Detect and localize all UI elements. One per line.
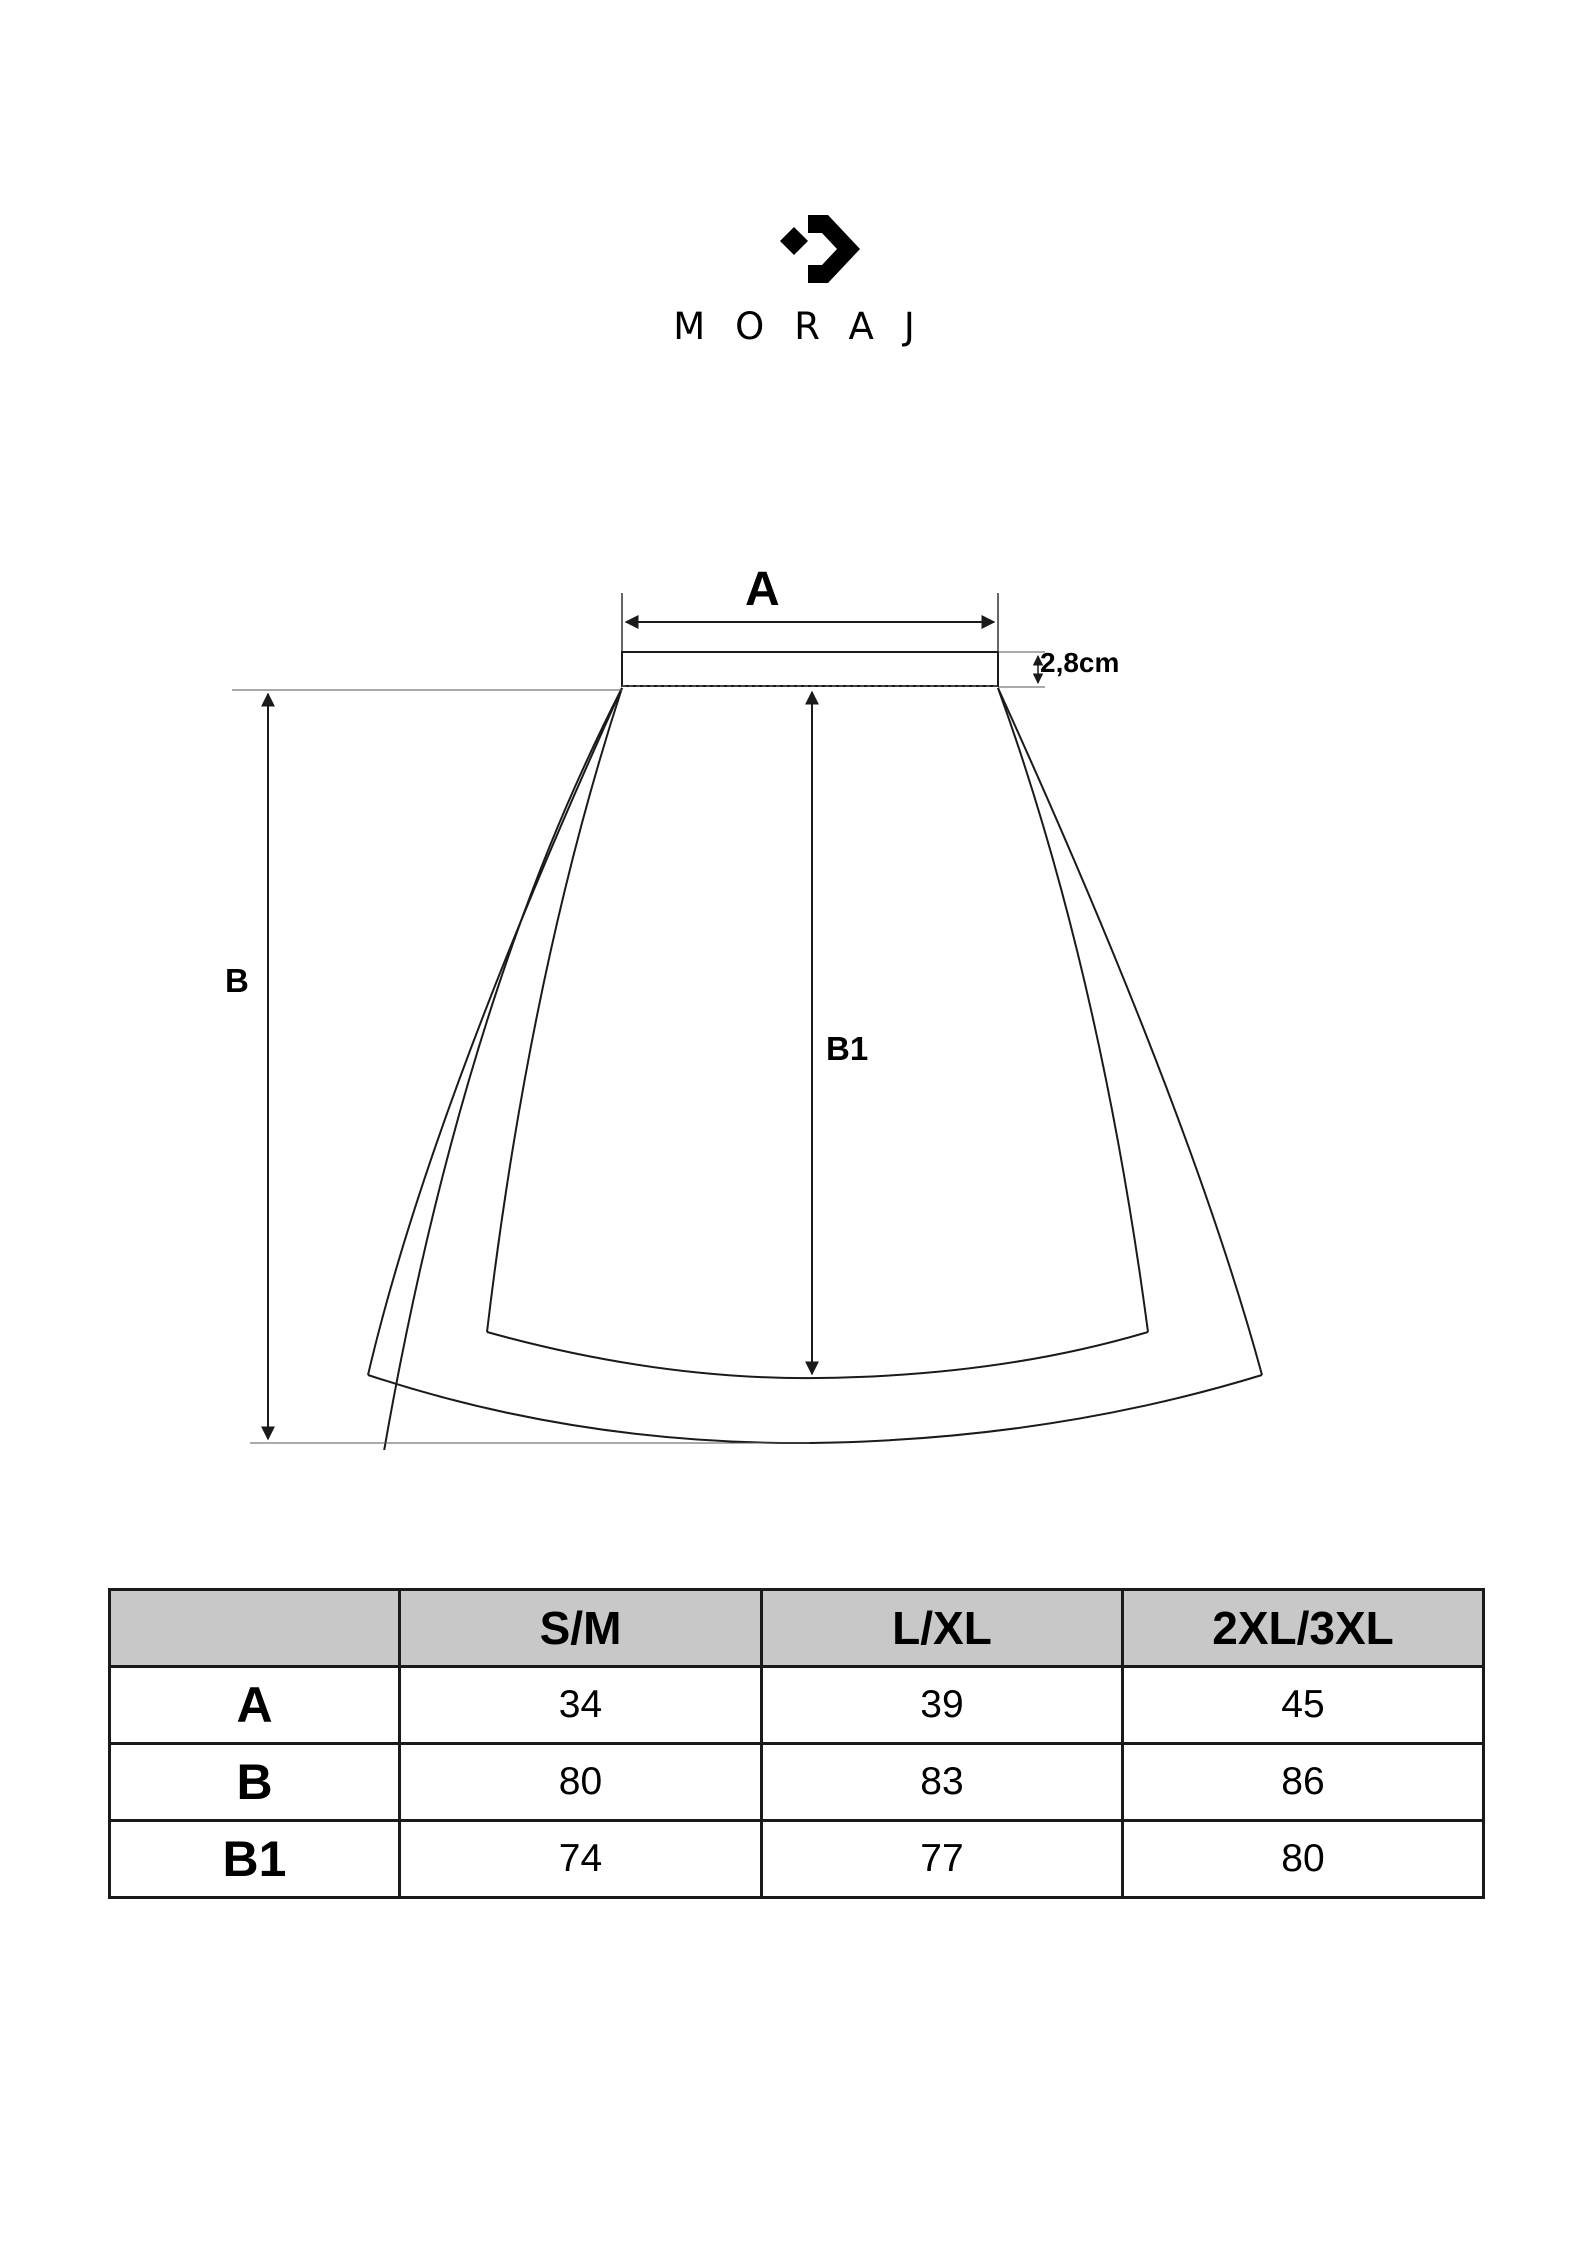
dimension-label-a: A [745,563,780,616]
skirt-outer-panel [368,688,622,1450]
table-cell: 45 [1123,1667,1484,1744]
header-size-l-xl: L/XL [762,1590,1123,1667]
table-cell: 80 [400,1744,762,1821]
header-empty-cell [110,1590,400,1667]
row-label-a: A [110,1667,400,1744]
dimension-label-b: B [225,962,249,999]
header-size-s-m: S/M [400,1590,762,1667]
row-label-b1: B1 [110,1821,400,1898]
skirt-inner-right [998,688,1148,1332]
dimension-label-waistband: 2,8cm [1040,647,1120,678]
table-cell: 74 [400,1821,762,1898]
skirt-measurement-diagram [0,550,1588,1450]
table-cell: 39 [762,1667,1123,1744]
table-row [110,1744,1484,1821]
table-cell: 83 [762,1744,1123,1821]
skirt-inner-hem [487,1332,1148,1378]
header-size-2xl-3xl: 2XL/3XL [1123,1590,1484,1667]
waistband [622,652,998,686]
skirt-outline-drawing [0,550,1588,1450]
table-row [110,1821,1484,1898]
moraj-diamond-chevron-icon [772,205,872,305]
table-cell: 86 [1123,1744,1484,1821]
brand-name: MORAJ [673,305,945,348]
size-chart-table [108,1588,1485,1899]
table-row [110,1667,1484,1744]
table-cell: 34 [400,1667,762,1744]
skirt-outer-hem [368,1375,1262,1443]
row-label-b: B [110,1744,400,1821]
dimension-label-b1: B1 [826,1030,869,1067]
skirt-inner-left [487,688,622,1332]
table-cell: 77 [762,1821,1123,1898]
skirt-outer-right [998,688,1262,1375]
table-cell: 80 [1123,1821,1484,1898]
size-header-row [110,1590,1484,1667]
